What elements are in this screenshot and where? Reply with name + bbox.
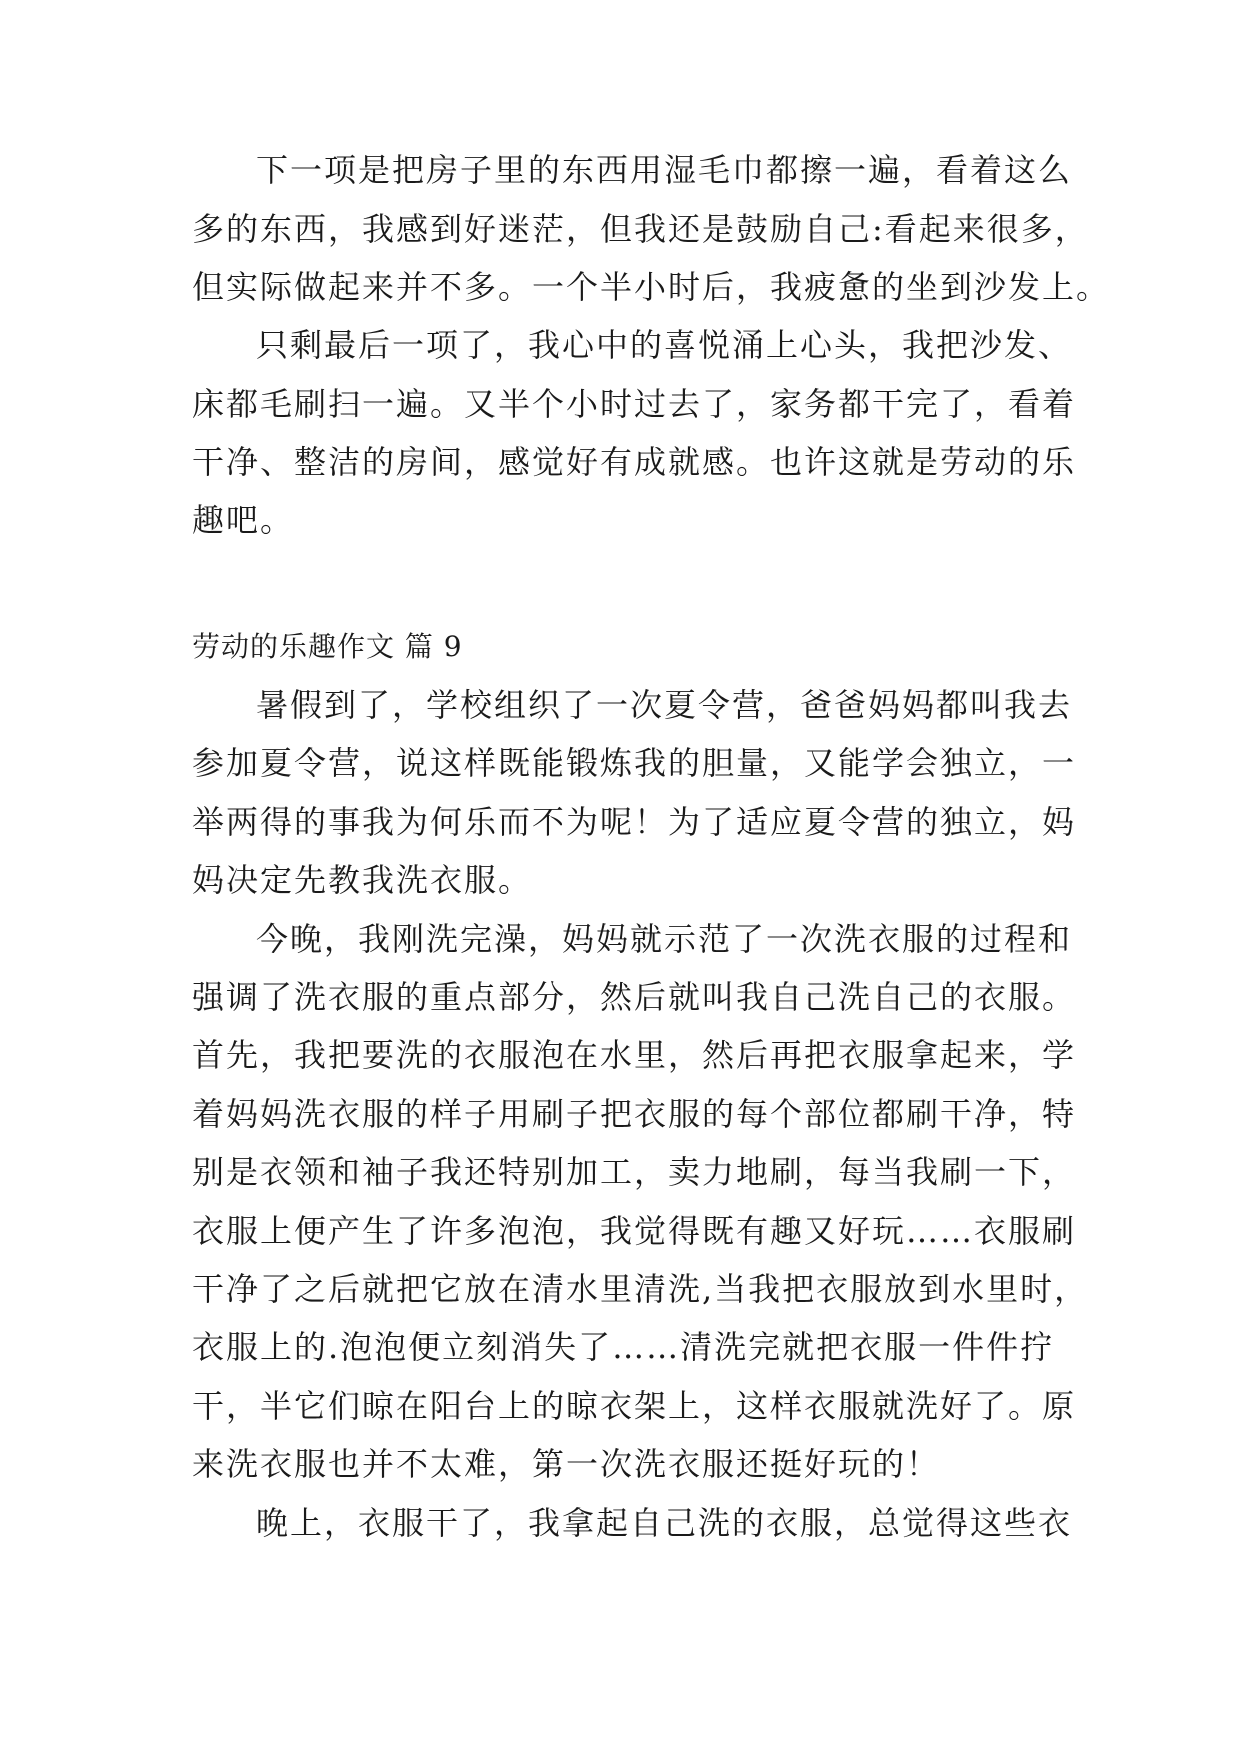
paragraph-line: 今晚，我刚洗完澡，妈妈就示范了一次洗衣服的过程和 bbox=[256, 920, 1073, 958]
paragraph-line: 趣吧。 bbox=[192, 501, 295, 539]
paragraph-line: 干净了之后就把它放在清水里清洗,当我把衣服放到水里时， bbox=[192, 1270, 1089, 1308]
paragraph-line: 来洗衣服也并不太难，第一次洗衣服还挺好玩的！ bbox=[192, 1445, 941, 1483]
paragraph-line: 衣服上便产生了许多泡泡，我觉得既有趣又好玩……衣服刷 bbox=[192, 1212, 1077, 1250]
paragraph-line: 着妈妈洗衣服的样子用刷子把衣服的每个部位都刷干净，特 bbox=[192, 1095, 1077, 1133]
paragraph-line: 晚上，衣服干了，我拿起自己洗的衣服，总觉得这些衣 bbox=[256, 1504, 1073, 1542]
section-title: 劳动的乐趣作文 篇 9 bbox=[192, 630, 463, 663]
paragraph-line: 别是衣领和袖子我还特别加工，卖力地刷，每当我刷一下， bbox=[192, 1153, 1077, 1191]
paragraph-line: 参加夏令营，说这样既能锻炼我的胆量，又能学会独立，一 bbox=[192, 744, 1077, 782]
paragraph-line: 首先，我把要洗的衣服泡在水里，然后再把衣服拿起来，学 bbox=[192, 1036, 1077, 1074]
paragraph-line: 干，半它们晾在阳台上的晾衣架上，这样衣服就洗好了。原 bbox=[192, 1387, 1077, 1425]
paragraph-line: 举两得的事我为何乐而不为呢！为了适应夏令营的独立，妈 bbox=[192, 803, 1077, 841]
paragraph-line: 下一项是把房子里的东西用湿毛巾都擦一遍，看着这么 bbox=[256, 151, 1073, 189]
paragraph-line: 暑假到了，学校组织了一次夏令营，爸爸妈妈都叫我去 bbox=[256, 686, 1073, 724]
paragraph-line: 只剩最后一项了，我心中的喜悦涌上心头，我把沙发、 bbox=[256, 326, 1073, 364]
paragraph-line: 床都毛刷扫一遍。又半个小时过去了，家务都干完了，看着 bbox=[192, 385, 1077, 423]
paragraph-line: 妈决定先教我洗衣服。 bbox=[192, 861, 533, 899]
paragraph-line: 强调了洗衣服的重点部分，然后就叫我自己洗自己的衣服。 bbox=[192, 978, 1077, 1016]
paragraph-line: 干净、整洁的房间，感觉好有成就感。也许这就是劳动的乐 bbox=[192, 443, 1077, 481]
paragraph-line: 但实际做起来并不多。一个半小时后，我疲惫的坐到沙发上。 bbox=[192, 268, 1111, 306]
paragraph-line: 衣服上的.泡泡便立刻消失了……清洗完就把衣服一件件拧 bbox=[192, 1328, 1055, 1366]
paragraph-line: 多的东西，我感到好迷茫，但我还是鼓励自己:看起来很多， bbox=[192, 210, 1089, 248]
